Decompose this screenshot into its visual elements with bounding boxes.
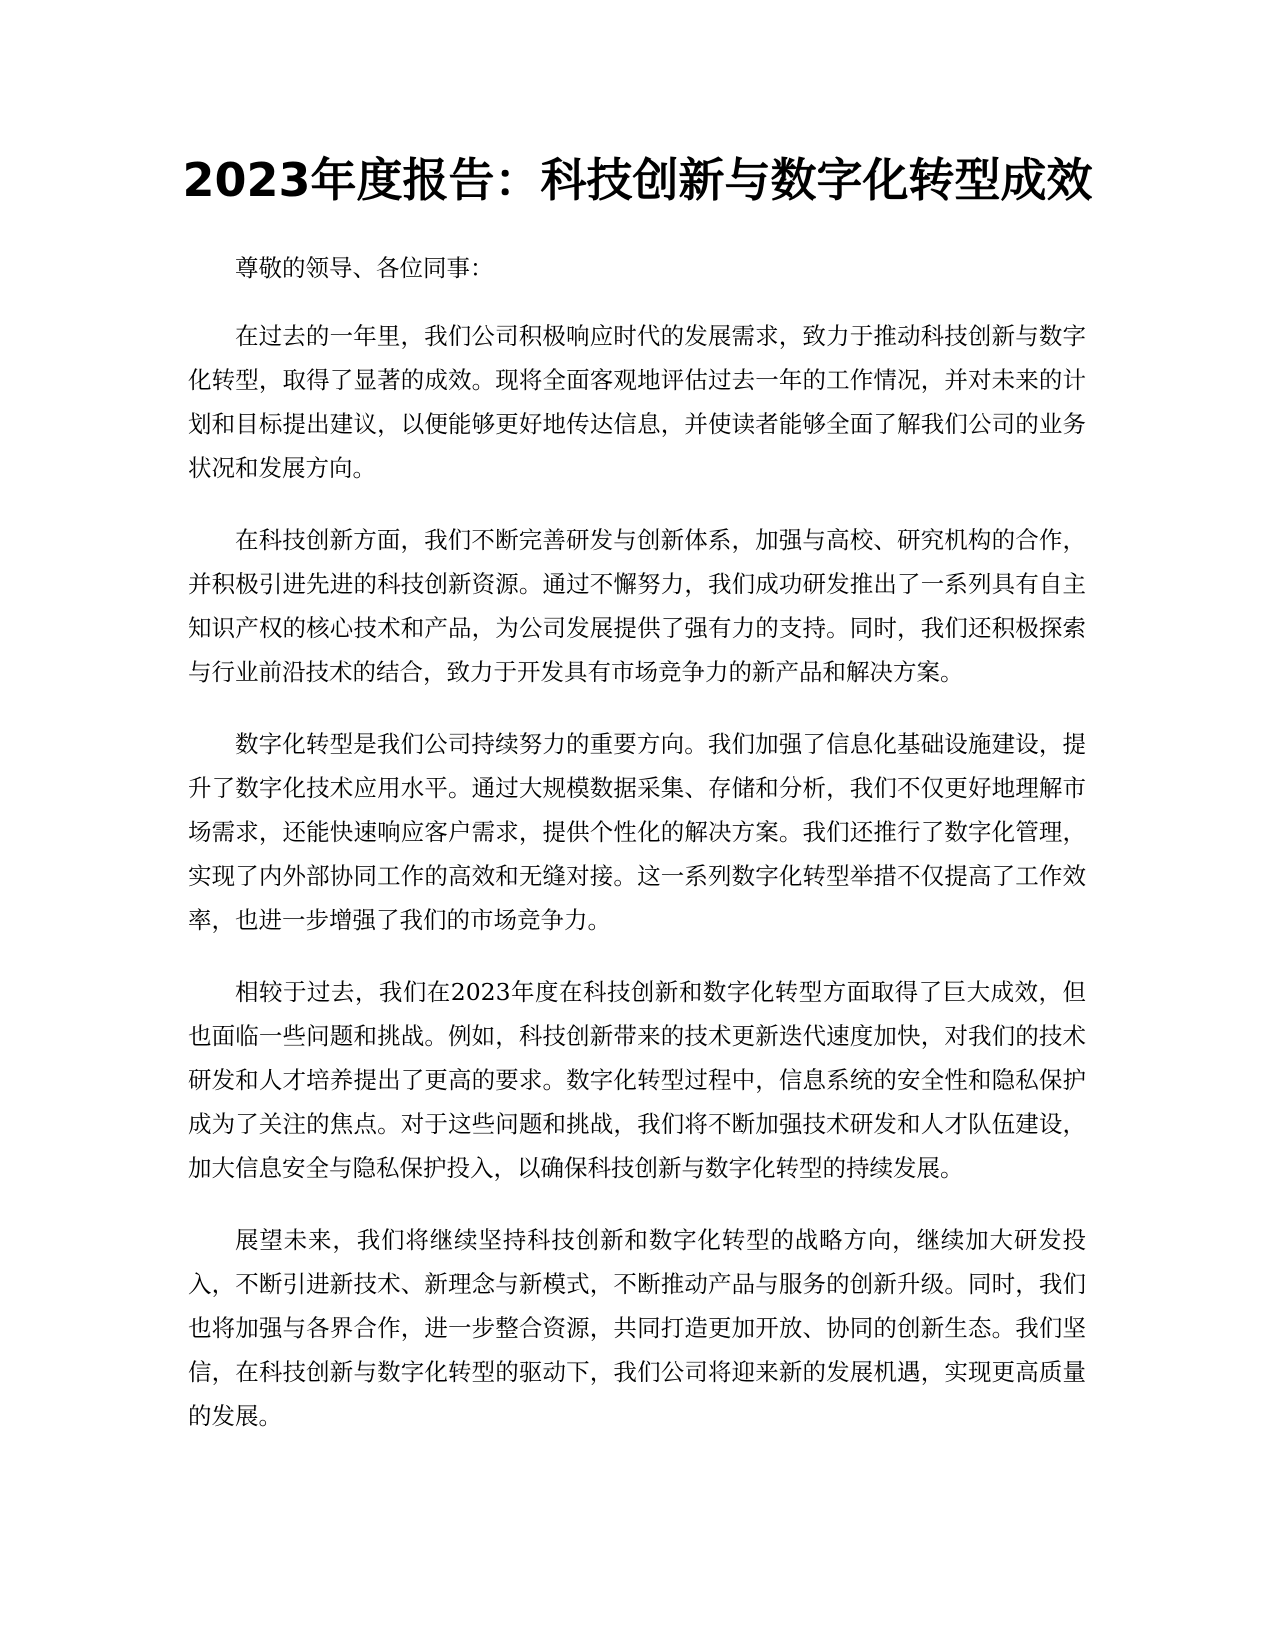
paragraph-challenges: 相较于过去，我们在2023年度在科技创新和数字化转型方面取得了巨大成效，但也面临一些问题和挑战。例如，科技创新带来的技术更新迭代速度加快，对我们的技术研发和人才培养提出了更高的要求。数字化转型过程中，信息系统的安全性和隐私保护成为了关注的焦点。对于这些问题和挑战，我们将不断加强技术研发和人才队伍建设，加大信息安全与隐私保护投入，以确保科技创新与数字化转型的持续发展。 [188, 978, 1086, 1182]
document-title: 2023年度报告：科技创新与数字化转型成效 [182, 153, 1093, 207]
paragraph-digital-transformation: 数字化转型是我们公司持续努力的重要方向。我们加强了信息化基础设施建设，提升了数字化技术应用水平。通过大规模数据采集、存储和分析，我们不仅更好地理解市场需求，还能快速响应客户需求，提供个性化的解决方案。我们还推行了数字化管理，实现了内外部协同工作的高效和无缝对接。这一系列数字化转型举措不仅提高了工作效率，也进一步增强了我们的市场竞争力。 [188, 730, 1086, 934]
greeting: 尊敬的领导、各位同事： [235, 254, 494, 282]
document-body [188, 246, 1086, 1466]
paragraph-outlook: 展望未来，我们将继续坚持科技创新和数字化转型的战略方向，继续加大研发投入，不断引进新技术、新理念与新模式，不断推动产品与服务的创新升级。同时，我们也将加强与各界合作，进一步整合资源，共同打造更加开放、协同的创新生态。我们坚信，在科技创新与数字化转型的驱动下，我们公司将迎来新的发展机遇，实现更高质量的发展。 [188, 1226, 1086, 1430]
paragraph-intro: 在过去的一年里，我们公司积极响应时代的发展需求，致力于推动科技创新与数字化转型，取得了显著的成效。现将全面客观地评估过去一年的工作情况，并对未来的计划和目标提出建议，以便能够更好地传达信息，并使读者能够全面了解我们公司的业务状况和发展方向。 [188, 322, 1086, 482]
paragraph-tech-innovation: 在科技创新方面，我们不断完善研发与创新体系，加强与高校、研究机构的合作，并积极引进先进的科技创新资源。通过不懈努力，我们成功研发推出了一系列具有自主知识产权的核心技术和产品，为公司发展提供了强有力的支持。同时，我们还积极探索与行业前沿技术的结合，致力于开发具有市场竞争力的新产品和解决方案。 [188, 526, 1086, 686]
